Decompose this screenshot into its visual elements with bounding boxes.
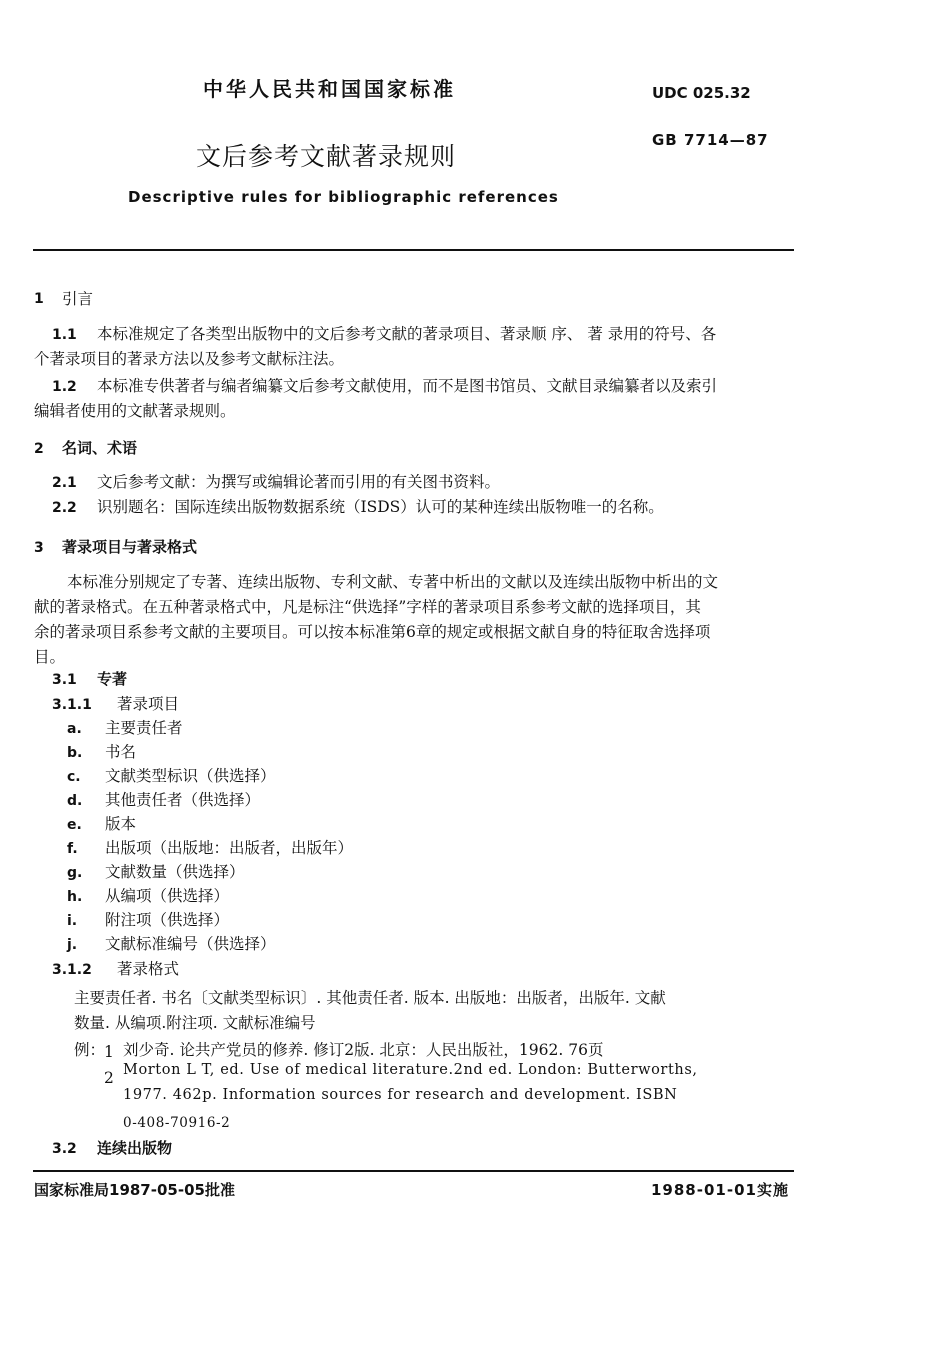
- example-2-number: 2: [104, 1069, 114, 1087]
- section-3-intro-line3: 余的著录项目系参考文献的主要项目。可以按本标准第6章的规定或根据文献自身的特征取舍选择项: [34, 623, 711, 641]
- effective-date: 1988-01-01实施: [651, 1181, 789, 1199]
- clause-3-1-1-number: 3.1.1: [52, 697, 92, 713]
- section-1-title: 引言: [62, 290, 94, 308]
- item-text: 出版项（出版地：出版者，出版年）: [105, 839, 354, 857]
- example-2-line3: 0-408-70916-2: [123, 1115, 231, 1131]
- item-letter: g.: [67, 865, 83, 881]
- clause-1-1-line1: 本标准规定了各类型出版物中的文后参考文献的著录项目、著录顺 序、 著 录用的符号、各: [97, 325, 717, 343]
- item-letter: h.: [67, 889, 83, 905]
- section-2-title: 名词、术语: [62, 439, 138, 457]
- item-text: 文献数量（供选择）: [105, 863, 245, 881]
- example-2-line1: Morton L T, ed. Use of medical literature.2nd ed. London: Butterworths,: [123, 1062, 698, 1078]
- gb-number: GB 7714—87: [652, 131, 769, 149]
- clause-2-1-text: 文后参考文献：为撰写或编辑论著而引用的有关图书资料。: [97, 473, 501, 491]
- item-letter: c.: [67, 769, 81, 785]
- section-1-number: 1: [34, 291, 44, 307]
- item-letter: b.: [67, 745, 83, 761]
- example-label: 例：: [74, 1041, 106, 1059]
- example-1-number: 1: [104, 1043, 114, 1061]
- example-2-line2: 1977. 462p. Information sources for research and development. ISBN: [123, 1087, 678, 1103]
- clause-3-2-title: 连续出版物: [97, 1139, 173, 1157]
- clause-2-1-number: 2.1: [52, 475, 77, 491]
- format-line2: 数量. 从编项.附注项. 文献标准编号: [74, 1014, 316, 1032]
- clause-1-2-number: 1.2: [52, 379, 77, 395]
- section-2-number: 2: [34, 441, 44, 457]
- udc-number: UDC 025.32: [652, 84, 751, 102]
- item-text: 文献类型标识（供选择）: [105, 767, 276, 785]
- example-1-text: 刘少奇. 论共产党员的修养. 修订2版. 北京：人民出版社，1962. 76页: [123, 1041, 604, 1059]
- item-text: 从编项（供选择）: [105, 887, 230, 905]
- document-title-en: Descriptive rules for bibliographic references: [128, 188, 559, 206]
- item-text: 书名: [105, 743, 137, 761]
- approval-date: 国家标准局1987-05-05批准: [34, 1181, 235, 1199]
- section-3-intro-line1: 本标准分别规定了专著、连续出版物、专利文献、专著中析出的文献以及连续出版物中析出的文: [67, 573, 719, 591]
- clause-3-1-2-number: 3.1.2: [52, 962, 92, 978]
- item-letter: d.: [67, 793, 83, 809]
- clause-3-1-2-title: 著录格式: [117, 960, 180, 978]
- clause-3-1-title: 专著: [97, 670, 128, 688]
- clause-1-1-number: 1.1: [52, 327, 77, 343]
- clause-2-2-text: 识别题名：国际连续出版物数据系统（ISDS）认可的某种连续出版物唯一的名称。: [97, 498, 664, 516]
- item-letter: a.: [67, 721, 82, 737]
- format-line1: 主要责任者. 书名〔文献类型标识〕. 其他责任者. 版本. 出版地：出版者，出版年. 文献: [74, 989, 666, 1007]
- header-rule: [33, 249, 794, 251]
- item-letter: i.: [67, 913, 78, 929]
- clause-1-2-line1: 本标准专供著者与编者编纂文后参考文献使用，而不是图书馆员、文献目录编纂者以及索引: [97, 377, 718, 395]
- item-letter: j.: [67, 937, 78, 953]
- item-letter: e.: [67, 817, 82, 833]
- item-letter: f.: [67, 841, 78, 857]
- item-text: 其他责任者（供选择）: [105, 791, 261, 809]
- item-text: 主要责任者: [105, 719, 183, 737]
- section-3-title: 著录项目与著录格式: [62, 538, 198, 556]
- footer-rule: [33, 1170, 794, 1172]
- item-text: 版本: [105, 815, 137, 833]
- clause-3-2-number: 3.2: [52, 1141, 77, 1157]
- clause-2-2-number: 2.2: [52, 500, 77, 516]
- clause-1-2-line2: 编辑者使用的文献著录规则。: [34, 402, 236, 420]
- clause-3-1-number: 3.1: [52, 672, 77, 688]
- national-standard-heading: 中华人民共和国国家标准: [203, 77, 456, 101]
- section-3-number: 3: [34, 540, 44, 556]
- section-3-intro-line4: 目。: [34, 648, 66, 666]
- item-text: 附注项（供选择）: [105, 911, 230, 929]
- section-3-intro-line2: 献的著录格式。在五种著录格式中，凡是标注“供选择”字样的著录项目系参考文献的选择项目，其: [34, 598, 701, 616]
- item-text: 文献标准编号（供选择）: [105, 935, 276, 953]
- clause-3-1-1-title: 著录项目: [117, 695, 180, 713]
- clause-1-1-line2: 个著录项目的著录方法以及参考文献标注法。: [34, 350, 345, 368]
- document-title-cn: 文后参考文献著录规则: [196, 142, 457, 171]
